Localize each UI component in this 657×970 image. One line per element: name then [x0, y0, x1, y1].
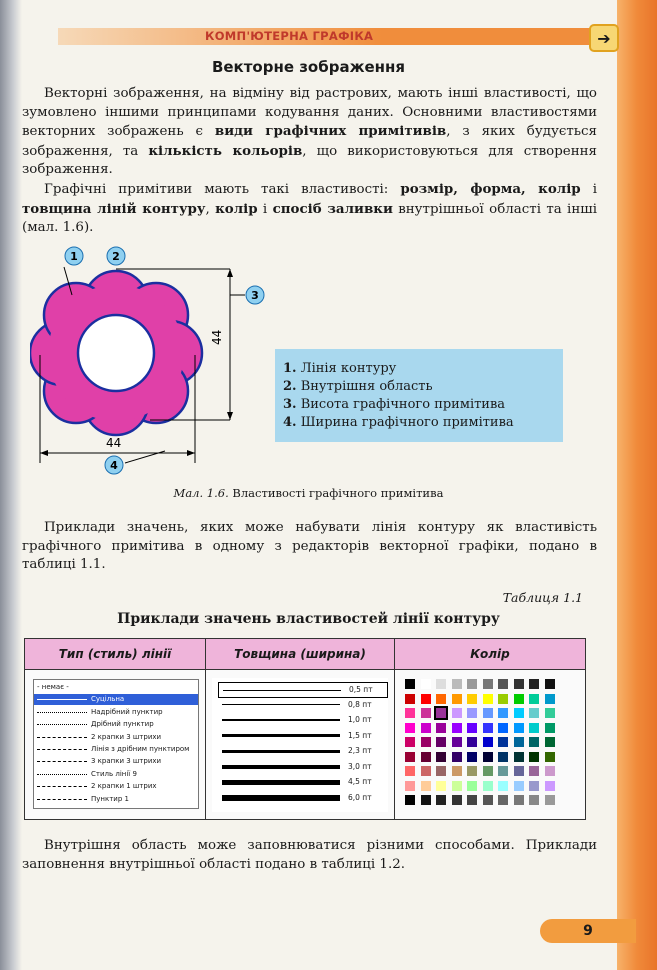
line-style-option[interactable]: 3 крапки 3 штрихи: [34, 756, 198, 767]
color-swatch[interactable]: [452, 708, 462, 718]
color-swatch[interactable]: [514, 679, 524, 689]
color-swatch[interactable]: [405, 708, 415, 718]
color-swatch[interactable]: [483, 752, 493, 762]
color-swatch[interactable]: [452, 723, 462, 733]
legend-item: 3. Висота графічного примітива: [283, 397, 506, 412]
line-style-option[interactable]: Пунктир 1: [34, 794, 198, 805]
legend-item: 2. Внутрішня область: [283, 379, 433, 394]
color-swatch[interactable]: [467, 679, 477, 689]
header-line-type: Тип (стиль) лінії: [25, 639, 206, 670]
color-swatch[interactable]: [467, 766, 477, 776]
color-swatch[interactable]: [436, 795, 446, 805]
color-cell: [395, 670, 585, 819]
line-width-cell: [206, 670, 395, 819]
color-swatch[interactable]: [498, 694, 508, 704]
color-swatch[interactable]: [529, 708, 539, 718]
color-swatch[interactable]: [483, 737, 493, 747]
color-swatch[interactable]: [529, 723, 539, 733]
height-dimension-label: 44: [210, 329, 224, 345]
figure-caption: Мал. 1.6. Властивості графічного примітива: [173, 486, 444, 500]
color-swatch[interactable]: [498, 679, 508, 689]
color-swatch[interactable]: [436, 737, 446, 747]
color-swatch[interactable]: [405, 723, 415, 733]
color-swatch[interactable]: [514, 752, 524, 762]
color-swatch[interactable]: [483, 781, 493, 791]
line-width-option[interactable]: 2,3 пт: [218, 744, 386, 758]
table-title: Приклади значень властивостей лінії контуру: [117, 611, 500, 627]
color-swatch[interactable]: [467, 694, 477, 704]
table-label: Таблиця 1.1: [502, 590, 583, 605]
line-width-option[interactable]: 6,0 пт: [218, 791, 386, 805]
paragraph-3: Приклади значень, яких може набувати лінія контуру як властивість графічного примітива в одному з редакторів векторної графіки, подано в таблиці 1.1.: [22, 520, 597, 573]
arrow-right-icon: ➔: [589, 24, 619, 52]
color-swatch[interactable]: [436, 723, 446, 733]
color-swatch[interactable]: [529, 694, 539, 704]
line-width-option[interactable]: 1,5 пт: [218, 729, 386, 743]
header-line-width: Товщина (ширина): [206, 639, 395, 670]
color-swatch[interactable]: [405, 679, 415, 689]
book-spine-shadow: [0, 0, 22, 970]
color-swatch[interactable]: [498, 708, 508, 718]
color-swatch[interactable]: [483, 679, 493, 689]
color-swatch[interactable]: [467, 781, 477, 791]
color-swatch[interactable]: [436, 708, 446, 718]
marker-2: 2: [112, 250, 120, 263]
color-swatch[interactable]: [498, 795, 508, 805]
color-swatch[interactable]: [467, 752, 477, 762]
color-swatch[interactable]: [514, 723, 524, 733]
color-swatch[interactable]: [405, 766, 415, 776]
color-swatch[interactable]: [421, 679, 431, 689]
line-style-option[interactable]: 2 крапки 1 штрих: [34, 781, 198, 792]
color-swatch[interactable]: [498, 737, 508, 747]
color-swatch[interactable]: [436, 766, 446, 776]
color-swatch[interactable]: [452, 766, 462, 776]
line-style-list: [33, 679, 199, 809]
line-width-list: [212, 678, 388, 812]
color-swatch[interactable]: [405, 795, 415, 805]
color-swatch[interactable]: [483, 694, 493, 704]
legend-item: 1. Лінія контуру: [283, 361, 397, 376]
color-swatch[interactable]: [467, 795, 477, 805]
color-swatch[interactable]: [452, 694, 462, 704]
color-swatch[interactable]: [514, 694, 524, 704]
marker-4: 4: [110, 459, 118, 472]
flower-shape: [30, 271, 202, 435]
color-swatch[interactable]: [421, 766, 431, 776]
paragraph-4: Внутрішня область може заповнюватися різними способами. Приклади заповнення внутрішньої області подано в таблиці 1.2.: [22, 838, 597, 872]
color-swatch[interactable]: [545, 781, 555, 791]
line-style-option[interactable]: Надрібний пунктир: [34, 707, 198, 718]
right-margin-band: [617, 0, 657, 970]
color-swatch[interactable]: [545, 723, 555, 733]
color-swatch[interactable]: [467, 723, 477, 733]
color-swatch[interactable]: [529, 781, 539, 791]
width-dimension-label: 44: [106, 436, 122, 450]
header-color: Колір: [395, 639, 585, 670]
color-swatch[interactable]: [436, 781, 446, 791]
paragraph-1: Векторні зображення, на відміну від растрових, мають інші властивості, що зумовлено іншими принципами кодування даних. Основними властивостями векторних зображень є види графічних примітивів, з яких будується зображення, та кількість кольорів, що використовуються для створення зображення.: [22, 86, 597, 178]
color-swatch[interactable]: [436, 679, 446, 689]
line-width-option[interactable]: 0,5 пт: [218, 682, 388, 698]
paragraph-2: Графічні примітиви мають такі властивості: розмір, форма, колір і товщина ліній контуру, колір і спосіб заливки внутрішньої області та інші (мал. 1.6).: [22, 181, 597, 236]
color-swatch[interactable]: [498, 723, 508, 733]
color-swatch[interactable]: [498, 752, 508, 762]
line-style-option[interactable]: Стиль лінії 9: [34, 769, 198, 780]
color-swatch[interactable]: [405, 694, 415, 704]
color-swatch[interactable]: [514, 795, 524, 805]
color-swatch[interactable]: [421, 781, 431, 791]
flower-figure: [30, 245, 280, 475]
color-swatch[interactable]: [467, 737, 477, 747]
section-title: КОМП'ЮТЕРНА ГРАФІКА: [205, 29, 374, 43]
line-style-option[interactable]: 2 крапки 3 штрихи: [34, 732, 198, 743]
line-width-option[interactable]: 3,0 пт: [218, 760, 386, 774]
page-number: 9: [540, 919, 636, 943]
color-swatch[interactable]: [545, 766, 555, 776]
marker-3: 3: [251, 289, 259, 302]
color-swatch[interactable]: [436, 752, 446, 762]
line-width-option[interactable]: 1,0 пт: [218, 713, 386, 727]
color-swatch[interactable]: [421, 795, 431, 805]
line-width-option[interactable]: 0,8 пт: [218, 698, 386, 712]
color-swatch[interactable]: [545, 752, 555, 762]
color-swatch[interactable]: [545, 679, 555, 689]
color-swatch[interactable]: [452, 737, 462, 747]
line-width-option[interactable]: 4,5 пт: [218, 775, 386, 789]
color-swatch[interactable]: [452, 781, 462, 791]
color-swatch[interactable]: [498, 766, 508, 776]
color-swatch[interactable]: [483, 766, 493, 776]
line-style-option[interactable]: - немає -: [37, 683, 69, 691]
color-swatch[interactable]: [529, 737, 539, 747]
color-swatch[interactable]: [514, 781, 524, 791]
color-swatch[interactable]: [483, 795, 493, 805]
color-swatch[interactable]: [452, 795, 462, 805]
color-swatch[interactable]: [467, 708, 477, 718]
line-properties-table: [24, 638, 586, 820]
color-swatch[interactable]: [545, 694, 555, 704]
color-swatch[interactable]: [452, 752, 462, 762]
line-style-option[interactable]: Суцільна: [34, 694, 198, 705]
color-swatch[interactable]: [421, 737, 431, 747]
color-swatch[interactable]: [421, 723, 431, 733]
color-swatch[interactable]: [529, 766, 539, 776]
color-swatch[interactable]: [529, 795, 539, 805]
line-style-option[interactable]: Дрібний пунктир: [34, 719, 198, 730]
color-swatch[interactable]: [514, 766, 524, 776]
color-swatch[interactable]: [421, 708, 431, 718]
line-style-option[interactable]: Лінія з дрібним пунктиром: [34, 744, 198, 755]
color-swatch[interactable]: [436, 694, 446, 704]
color-swatch[interactable]: [529, 679, 539, 689]
legend-item: 4. Ширина графічного примітива: [283, 415, 514, 430]
figure-legend: [283, 360, 514, 432]
color-swatch[interactable]: [529, 752, 539, 762]
color-swatch[interactable]: [452, 679, 462, 689]
color-swatch[interactable]: [498, 781, 508, 791]
color-swatch[interactable]: [545, 708, 555, 718]
color-swatch[interactable]: [421, 752, 431, 762]
marker-1: 1: [70, 250, 78, 263]
color-palette: [405, 679, 575, 809]
color-swatch[interactable]: [483, 723, 493, 733]
color-swatch[interactable]: [405, 781, 415, 791]
color-swatch[interactable]: [514, 737, 524, 747]
line-style-cell: [25, 670, 206, 819]
color-swatch[interactable]: [405, 752, 415, 762]
color-swatch[interactable]: [483, 708, 493, 718]
color-swatch[interactable]: [514, 708, 524, 718]
page-heading: Векторне зображення: [211, 58, 406, 76]
color-swatch[interactable]: [405, 737, 415, 747]
color-swatch[interactable]: [545, 795, 555, 805]
color-swatch[interactable]: [421, 694, 431, 704]
color-swatch[interactable]: [545, 737, 555, 747]
